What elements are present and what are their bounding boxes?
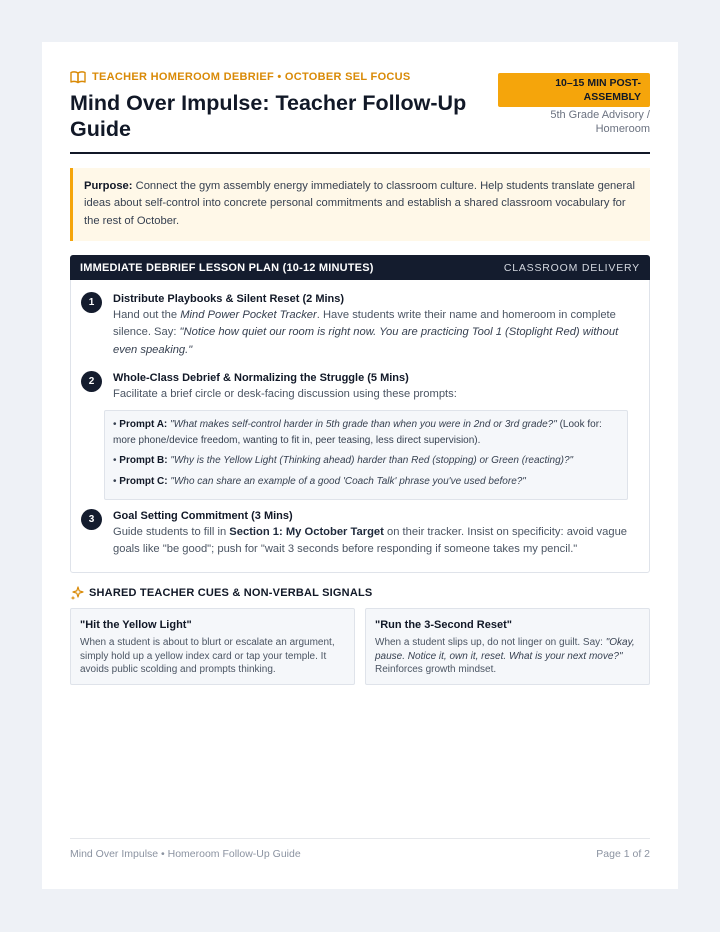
step-text: on their tracker. Insist on specificity: avoid vague goals like "be good"; push for "wait 3 seconds before responding if someone takes my pencil.": [113, 526, 628, 556]
header-divider: [70, 152, 650, 154]
prompt-quote: "Who can share an example of a good 'Coach Talk' phrase you've used before?": [170, 475, 526, 487]
page-title: Mind Over Impulse: Teacher Follow-Up Guide: [70, 91, 467, 141]
sparkle-icon: [70, 586, 84, 600]
teacher-script-quote: "Notice how quiet our room is right now. You are practicing Tool 1 (Stoplight Red) without even speaking.": [113, 326, 619, 356]
step-body: Facilitate a brief circle or desk-facing discussion using these prompts:: [113, 388, 457, 400]
prompt-label: Prompt A:: [119, 419, 168, 430]
step-number: 3: [81, 509, 102, 530]
step-text: Hand out the: [113, 309, 181, 321]
step-body: [113, 307, 633, 359]
prompt-quote: "Why is the Yellow Light (Thinking ahead) harder than Red (stopping) or Green (reacting)?": [170, 455, 574, 466]
cue-text: When a student slips up, do not linger on guilt. Say:: [375, 637, 606, 648]
lesson-plan-card: [70, 255, 650, 573]
purpose-label: Purpose:: [84, 180, 133, 192]
cues-heading-text: SHARED TEACHER CUES & NON-VERBAL SIGNALS: [89, 587, 373, 599]
step-title: Whole-Class Debrief & Normalizing the Struggle (5 Mins): [113, 372, 409, 384]
step-text: . Have students write their name and homeroom in complete silence. Say:: [113, 309, 616, 339]
page-header: [70, 70, 650, 154]
purpose-text: Connect the gym assembly energy immediately to classroom culture. Help students translate general ideas about self-control into concrete personal commitments and establish a shared classroom vocabulary for the rest of October.: [84, 180, 635, 227]
document-page: [42, 42, 678, 889]
step-title: Goal Setting Commitment (3 Mins): [113, 510, 293, 522]
cue-card: [365, 608, 650, 685]
open-book-icon: [70, 70, 86, 84]
cue-body: [375, 636, 640, 677]
step-text: Guide students to fill in: [113, 526, 230, 538]
header-kicker: [70, 70, 411, 84]
cues-heading: [70, 586, 372, 600]
step-number: 1: [81, 292, 102, 313]
cue-body: When a student is about to blurt or escalate an argument, simply hold up a yellow index card or tap your temple. It avoids public scolding and prompts thinking.: [80, 637, 335, 675]
cue-title: "Hit the Yellow Light": [80, 619, 192, 631]
page-footer: [70, 848, 650, 860]
purpose-callout: [70, 168, 650, 241]
lesson-plan-header: [70, 255, 650, 280]
step-body: [113, 524, 633, 559]
cue-text: Reinforces growth mindset.: [375, 664, 497, 675]
footer-title: Mind Over Impulse • Homeroom Follow-Up Guide: [70, 848, 301, 860]
tracker-name: Mind Power Pocket Tracker: [180, 309, 317, 321]
cue-title: "Run the 3-Second Reset": [375, 619, 512, 631]
prompt-list: [104, 410, 628, 500]
lesson-plan-tag: CLASSROOM DELIVERY: [503, 261, 640, 274]
prompt-item: • Prompt C: "Who can share an example of a good 'Coach Talk' phrase you've used before?": [113, 475, 526, 487]
cue-quote: "Okay, pause. Notice it, own it, reset. What is your next move?": [375, 637, 635, 662]
prompt-quote: "What makes self-control harder in 5th grade than when you were in 2nd or 3rd grade?": [170, 419, 557, 430]
footer-divider: [70, 838, 650, 839]
prompt-label: Prompt C:: [119, 475, 168, 487]
prompt-item: • Prompt B: "Why is the Yellow Light (Thinking ahead) harder than Red (stopping) or Green (reacting)?": [113, 455, 574, 466]
prompt-item: • Prompt A: "What makes self-control harder in 5th grade than when you were in 2nd or 3rd grade?" (Look for: more phone/device freedom, wanting to fit in, peer teasing, less direct supervision).: [113, 419, 602, 446]
tracker-section-name: Section 1: My October Target: [229, 526, 384, 538]
duration-badge: 10–15 MIN POST-ASSEMBLY: [498, 73, 650, 107]
step-number: 2: [81, 371, 102, 392]
step-title: Distribute Playbooks & Silent Reset (2 Mins): [113, 293, 345, 305]
kicker-text: TEACHER HOMEROOM DEBRIEF • OCTOBER SEL FOCUS: [92, 71, 411, 83]
prompt-note: (Look for: more phone/device freedom, wanting to fit in, peer teasing, less direct supervision).: [113, 419, 602, 446]
audience-meta: 5th Grade Advisory / Homeroom: [550, 109, 650, 135]
page-number: Page 1 of 2: [596, 848, 650, 860]
lesson-plan-title: IMMEDIATE DEBRIEF LESSON PLAN (10-12 MINUTES): [80, 261, 374, 274]
prompt-label: Prompt B:: [119, 455, 168, 466]
cue-card: [70, 608, 355, 685]
